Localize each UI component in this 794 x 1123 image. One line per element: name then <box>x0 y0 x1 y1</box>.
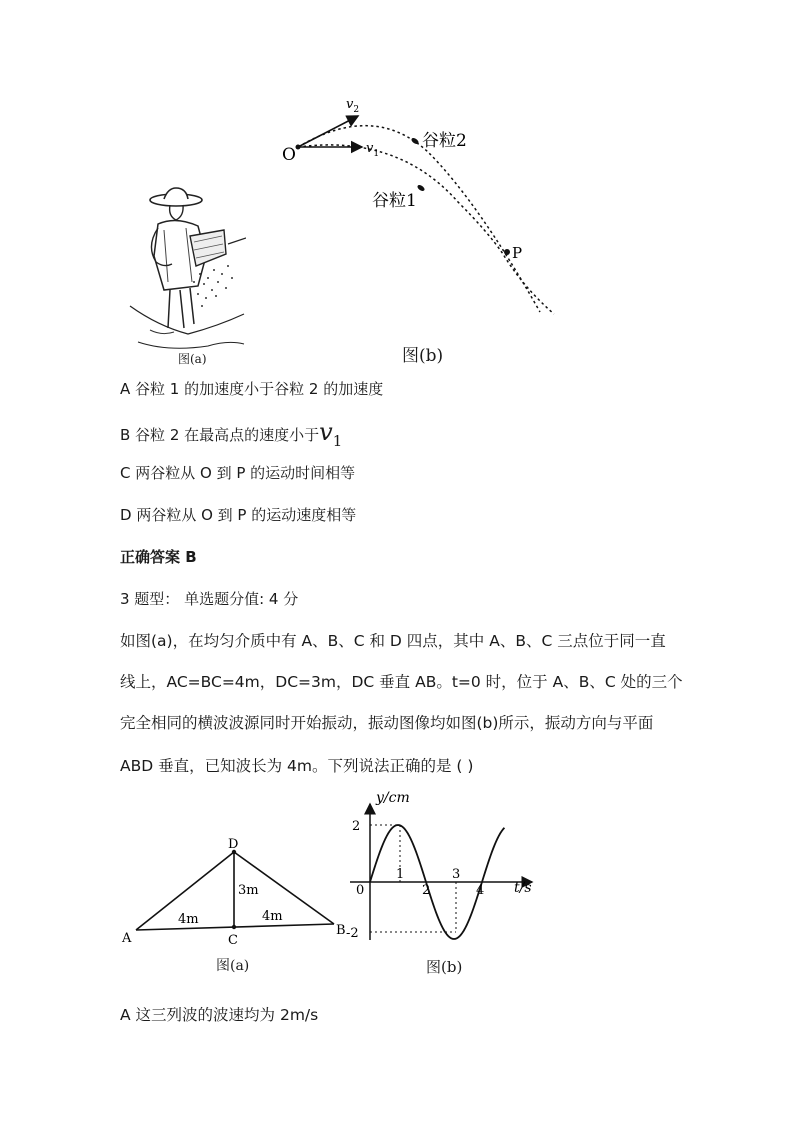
svg-text:D: D <box>228 837 239 852</box>
q3-option-a: A 这三列波的波速均为 2m/s <box>120 1006 319 1024</box>
origin-label: O <box>282 145 296 165</box>
svg-text:4m: 4m <box>178 912 199 927</box>
point-p-label: P <box>512 244 523 262</box>
option-c: C 两谷粒从 O 到 P 的运动时间相等 <box>120 464 356 482</box>
farmer-illustration <box>128 186 246 358</box>
option-b <box>120 418 342 450</box>
svg-text:v1: $v_1$ <box>366 141 380 159</box>
question-line-4: ABD 垂直，已知波长为 4m。下列说法正确的是 ( ) <box>120 757 474 775</box>
v1-symbol: $v_1$ <box>319 418 343 450</box>
svg-text:0: 0 <box>356 883 365 898</box>
question-line-2: 线上，AC=BC=4m，DC=3m，DC 垂直 AB。t=0 时，位于 A、B、C 处的三个 <box>120 673 683 691</box>
svg-text:2: 2 <box>352 819 361 834</box>
svg-text:1: 1 <box>396 867 405 882</box>
question-meta: 3 题型： 单选题分值: 4 分 <box>120 590 299 608</box>
point-p <box>504 249 510 255</box>
svg-text:4m: 4m <box>262 909 283 924</box>
grain1-dot <box>416 184 425 192</box>
svg-text:2: 2 <box>422 883 431 898</box>
option-a: A 谷粒 1 的加速度小于谷粒 2 的加速度 <box>120 380 384 398</box>
svg-text:3m: 3m <box>238 883 259 898</box>
option-d: D 两谷粒从 O 到 P 的运动速度相等 <box>120 506 357 524</box>
svg-text:y/cm: y/cm <box>376 790 410 806</box>
svg-text:3: 3 <box>452 867 461 882</box>
grain2-path <box>298 126 540 312</box>
v2-arrow <box>298 116 358 147</box>
svg-text:-2: -2 <box>346 926 359 941</box>
vibration-figure <box>344 790 540 960</box>
figure2b-label: 图(b) <box>426 958 463 976</box>
svg-text:C: C <box>228 933 238 948</box>
svg-text:4: 4 <box>476 883 485 898</box>
figure1b-label: 图(b) <box>402 346 444 366</box>
grain1-label: 谷粒1 <box>372 191 417 211</box>
trajectory-diagram <box>278 92 578 372</box>
trajectory-figure <box>278 92 578 372</box>
grain1-path <box>298 145 554 314</box>
vibration-graph <box>344 790 540 960</box>
svg-text:A: A <box>122 931 132 946</box>
correct-answer: 正确答案 B <box>120 548 197 566</box>
svg-text:t/s: t/s <box>514 880 532 896</box>
figure2a-label: 图(a) <box>216 958 250 974</box>
figure1a-label: 图(a) <box>178 352 207 366</box>
grain2-label: 谷粒2 <box>422 131 467 151</box>
svg-text:B: B <box>336 923 346 938</box>
svg-text:v2: $v_2$ <box>346 97 360 115</box>
farmer-figure <box>128 186 246 358</box>
question-line-1: 如图(a)，在均匀介质中有 A、B、C 和 D 四点，其中 A、B、C 三点位于同一直 <box>120 632 666 650</box>
option-b-text: B 谷粒 2 在最高点的速度小于 <box>120 426 320 444</box>
question-line-3: 完全相同的横波波源同时开始振动，振动图像均如图(b)所示，振动方向与平面 <box>120 714 654 732</box>
